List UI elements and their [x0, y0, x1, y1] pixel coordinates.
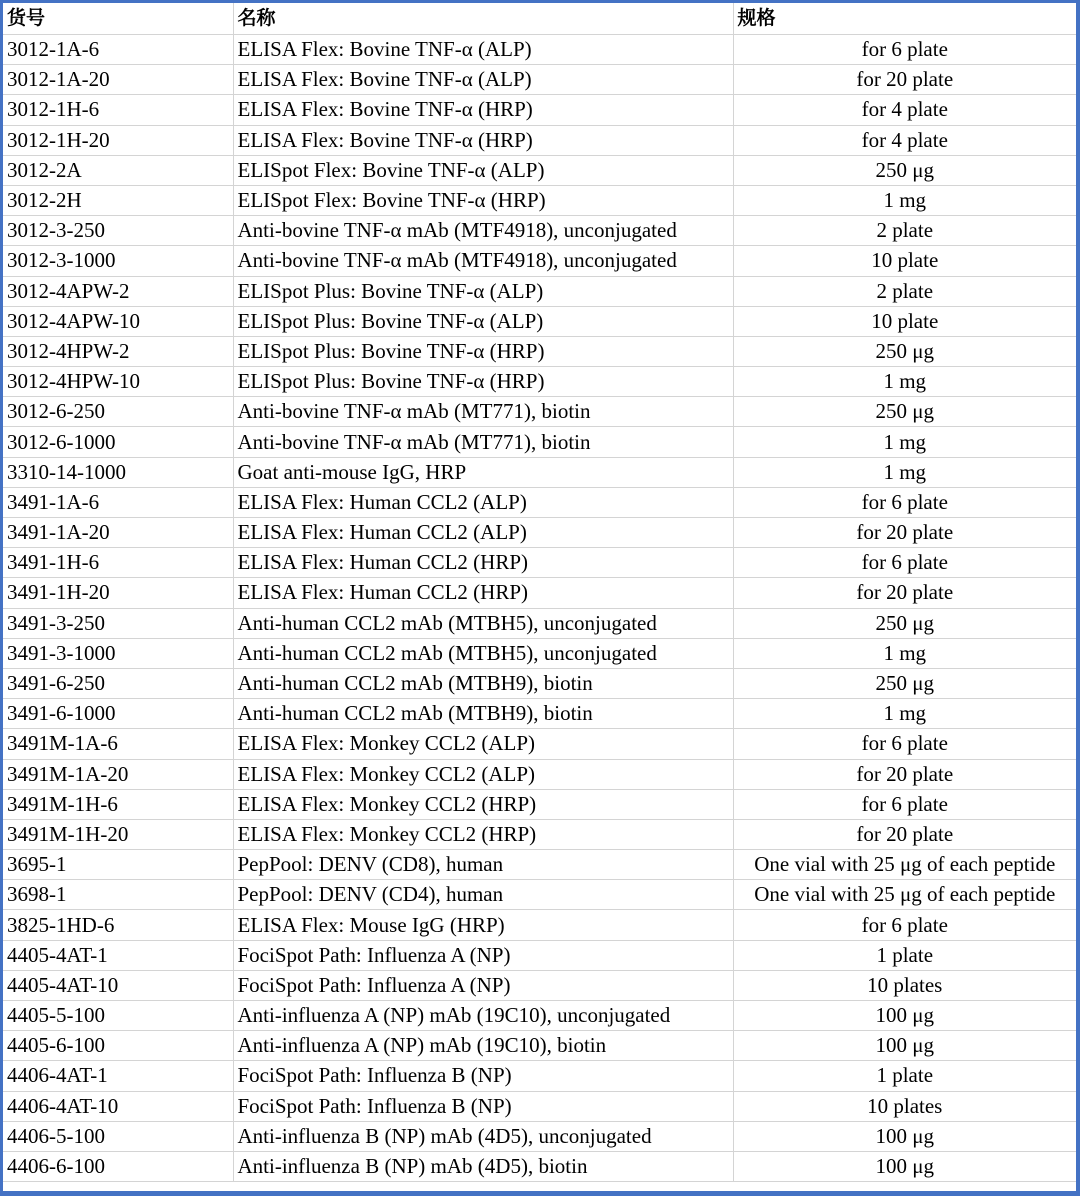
- cell-product-name[interactable]: Anti-influenza A (NP) mAb (19C10), unconjugated: [233, 1001, 733, 1031]
- cell-product-name[interactable]: ELISA Flex: Mouse IgG (HRP): [233, 910, 733, 940]
- cell-product-name[interactable]: Anti-bovine TNF-α mAb (MTF4918), unconjugated: [233, 246, 733, 276]
- cell-specification[interactable]: for 20 plate: [733, 759, 1076, 789]
- table-row: [3, 819, 1076, 849]
- table-row: [3, 35, 1076, 65]
- cell-product-name[interactable]: Anti-influenza B (NP) mAb (4D5), biotin: [233, 1151, 733, 1181]
- cell-product-name[interactable]: ELISA Flex: Monkey CCL2 (ALP): [233, 729, 733, 759]
- table-row: [3, 970, 1076, 1000]
- table-row: [3, 125, 1076, 155]
- cell-product-name[interactable]: Anti-influenza B (NP) mAb (4D5), unconjugated: [233, 1121, 733, 1151]
- cell-catalog-number[interactable]: 4405-5-100: [3, 1001, 233, 1031]
- cell-product-name[interactable]: ELISpot Plus: Bovine TNF-α (HRP): [233, 336, 733, 366]
- cell-catalog-number[interactable]: 4406-4AT-1: [3, 1061, 233, 1091]
- cell-specification[interactable]: for 6 plate: [733, 35, 1076, 65]
- cell-catalog-number[interactable]: 3491-1H-20: [3, 578, 233, 608]
- header-product-name[interactable]: 名称: [233, 3, 733, 35]
- cell-product-name[interactable]: FociSpot Path: Influenza B (NP): [233, 1091, 733, 1121]
- table-row: [3, 276, 1076, 306]
- cell-catalog-number[interactable]: 3491M-1H-6: [3, 789, 233, 819]
- cell-specification[interactable]: 250 μg: [733, 608, 1076, 638]
- table-row: [3, 155, 1076, 185]
- table-row: [3, 578, 1076, 608]
- table-row: [3, 548, 1076, 578]
- cell-product-name[interactable]: ELISA Flex: Monkey CCL2 (ALP): [233, 759, 733, 789]
- cell-product-name[interactable]: PepPool: DENV (CD4), human: [233, 880, 733, 910]
- table-row: [3, 185, 1076, 215]
- cell-specification[interactable]: 10 plate: [733, 246, 1076, 276]
- cell-product-name[interactable]: ELISA Flex: Bovine TNF-α (ALP): [233, 35, 733, 65]
- table-row: [3, 1151, 1076, 1181]
- cell-product-name[interactable]: Anti-bovine TNF-α mAb (MT771), biotin: [233, 427, 733, 457]
- cell-catalog-number[interactable]: 3012-1A-20: [3, 65, 233, 95]
- cell-product-name[interactable]: ELISA Flex: Bovine TNF-α (HRP): [233, 95, 733, 125]
- cell-catalog-number[interactable]: 3491M-1A-6: [3, 729, 233, 759]
- table-row: [3, 699, 1076, 729]
- table-row: [3, 246, 1076, 276]
- cell-catalog-number[interactable]: 3491-6-250: [3, 668, 233, 698]
- cell-product-name[interactable]: ELISpot Plus: Bovine TNF-α (ALP): [233, 276, 733, 306]
- cell-specification[interactable]: 250 μg: [733, 668, 1076, 698]
- cell-specification[interactable]: for 20 plate: [733, 578, 1076, 608]
- cell-specification[interactable]: 100 μg: [733, 1031, 1076, 1061]
- cell-catalog-number[interactable]: 3491-6-1000: [3, 699, 233, 729]
- table-row: [3, 940, 1076, 970]
- table-row: [3, 518, 1076, 548]
- table-row: [3, 638, 1076, 668]
- table-row: [3, 457, 1076, 487]
- cell-product-name[interactable]: ELISpot Plus: Bovine TNF-α (HRP): [233, 367, 733, 397]
- product-table: [3, 3, 1076, 1182]
- cell-specification[interactable]: 1 mg: [733, 699, 1076, 729]
- cell-catalog-number[interactable]: 3012-1H-20: [3, 125, 233, 155]
- cell-catalog-number[interactable]: 3491-1A-6: [3, 487, 233, 517]
- cell-product-name[interactable]: ELISA Flex: Bovine TNF-α (ALP): [233, 65, 733, 95]
- table-row: [3, 668, 1076, 698]
- cell-specification[interactable]: 1 plate: [733, 940, 1076, 970]
- header-row: [3, 3, 1076, 35]
- cell-product-name[interactable]: ELISpot Plus: Bovine TNF-α (ALP): [233, 306, 733, 336]
- table-row: [3, 216, 1076, 246]
- table-row: [3, 1121, 1076, 1151]
- cell-product-name[interactable]: Goat anti-mouse IgG, HRP: [233, 457, 733, 487]
- cell-specification[interactable]: 1 mg: [733, 638, 1076, 668]
- cell-product-name[interactable]: FociSpot Path: Influenza A (NP): [233, 970, 733, 1000]
- cell-product-name[interactable]: Anti-bovine TNF-α mAb (MTF4918), unconjugated: [233, 216, 733, 246]
- cell-specification[interactable]: 2 plate: [733, 216, 1076, 246]
- cell-product-name[interactable]: Anti-human CCL2 mAb (MTBH9), biotin: [233, 668, 733, 698]
- table-row: [3, 608, 1076, 638]
- cell-catalog-number[interactable]: 3491-1A-20: [3, 518, 233, 548]
- table-row: [3, 427, 1076, 457]
- cell-catalog-number[interactable]: 3491-3-250: [3, 608, 233, 638]
- cell-catalog-number[interactable]: 4406-6-100: [3, 1151, 233, 1181]
- table-row: [3, 367, 1076, 397]
- cell-specification[interactable]: 1 plate: [733, 1061, 1076, 1091]
- cell-specification[interactable]: for 6 plate: [733, 548, 1076, 578]
- cell-specification[interactable]: for 20 plate: [733, 819, 1076, 849]
- cell-product-name[interactable]: ELISA Flex: Human CCL2 (ALP): [233, 518, 733, 548]
- cell-specification[interactable]: 1 mg: [733, 427, 1076, 457]
- cell-product-name[interactable]: ELISA Flex: Monkey CCL2 (HRP): [233, 789, 733, 819]
- cell-specification[interactable]: for 4 plate: [733, 125, 1076, 155]
- cell-specification[interactable]: for 20 plate: [733, 65, 1076, 95]
- cell-product-name[interactable]: ELISA Flex: Bovine TNF-α (HRP): [233, 125, 733, 155]
- cell-catalog-number[interactable]: 3012-2H: [3, 185, 233, 215]
- cell-product-name[interactable]: ELISpot Flex: Bovine TNF-α (ALP): [233, 155, 733, 185]
- cell-catalog-number[interactable]: 4406-5-100: [3, 1121, 233, 1151]
- cell-product-name[interactable]: ELISpot Flex: Bovine TNF-α (HRP): [233, 185, 733, 215]
- cell-product-name[interactable]: FociSpot Path: Influenza B (NP): [233, 1061, 733, 1091]
- cell-catalog-number[interactable]: 4405-4AT-1: [3, 940, 233, 970]
- table-row: [3, 95, 1076, 125]
- cell-product-name[interactable]: FociSpot Path: Influenza A (NP): [233, 940, 733, 970]
- table-row: [3, 910, 1076, 940]
- cell-specification[interactable]: 1 mg: [733, 457, 1076, 487]
- table-row: [3, 1091, 1076, 1121]
- cell-catalog-number[interactable]: 3698-1: [3, 880, 233, 910]
- cell-product-name[interactable]: ELISA Flex: Human CCL2 (HRP): [233, 578, 733, 608]
- cell-product-name[interactable]: Anti-influenza A (NP) mAb (19C10), biotin: [233, 1031, 733, 1061]
- cell-specification[interactable]: for 6 plate: [733, 789, 1076, 819]
- cell-catalog-number[interactable]: 4405-4AT-10: [3, 970, 233, 1000]
- cell-specification[interactable]: 1 mg: [733, 185, 1076, 215]
- cell-catalog-number[interactable]: 3012-1A-6: [3, 35, 233, 65]
- cell-specification[interactable]: 10 plates: [733, 970, 1076, 1000]
- cell-catalog-number[interactable]: 3012-6-250: [3, 397, 233, 427]
- header-specification[interactable]: 规格: [733, 3, 1076, 35]
- cell-specification[interactable]: 10 plate: [733, 306, 1076, 336]
- cell-catalog-number[interactable]: 3012-1H-6: [3, 95, 233, 125]
- cell-specification[interactable]: 1 mg: [733, 367, 1076, 397]
- cell-catalog-number[interactable]: 4405-6-100: [3, 1031, 233, 1061]
- table-row: [3, 487, 1076, 517]
- cell-catalog-number[interactable]: 3491-1H-6: [3, 548, 233, 578]
- cell-specification[interactable]: for 6 plate: [733, 487, 1076, 517]
- cell-specification[interactable]: 2 plate: [733, 276, 1076, 306]
- cell-product-name[interactable]: ELISA Flex: Human CCL2 (HRP): [233, 548, 733, 578]
- cell-specification[interactable]: One vial with 25 μg of each peptide: [733, 850, 1076, 880]
- table-row: [3, 729, 1076, 759]
- cell-product-name[interactable]: Anti-human CCL2 mAb (MTBH5), unconjugated: [233, 608, 733, 638]
- cell-specification[interactable]: 250 μg: [733, 155, 1076, 185]
- cell-product-name[interactable]: PepPool: DENV (CD8), human: [233, 850, 733, 880]
- table-row: [3, 65, 1076, 95]
- table-row: [3, 759, 1076, 789]
- cell-specification[interactable]: One vial with 25 μg of each peptide: [733, 880, 1076, 910]
- cell-catalog-number[interactable]: 3012-4APW-2: [3, 276, 233, 306]
- cell-catalog-number[interactable]: 3012-2A: [3, 155, 233, 185]
- cell-catalog-number[interactable]: 3310-14-1000: [3, 457, 233, 487]
- cell-specification[interactable]: 100 μg: [733, 1001, 1076, 1031]
- table-row: [3, 1031, 1076, 1061]
- cell-product-name[interactable]: Anti-human CCL2 mAb (MTBH5), unconjugated: [233, 638, 733, 668]
- table-body: [3, 35, 1076, 1182]
- cell-catalog-number[interactable]: 3012-3-1000: [3, 246, 233, 276]
- cell-specification[interactable]: 10 plates: [733, 1091, 1076, 1121]
- cell-specification[interactable]: 250 μg: [733, 397, 1076, 427]
- cell-specification[interactable]: 250 μg: [733, 336, 1076, 366]
- cell-product-name[interactable]: ELISA Flex: Human CCL2 (ALP): [233, 487, 733, 517]
- cell-catalog-number[interactable]: 3012-4HPW-2: [3, 336, 233, 366]
- cell-product-name[interactable]: Anti-human CCL2 mAb (MTBH9), biotin: [233, 699, 733, 729]
- cell-catalog-number[interactable]: 3695-1: [3, 850, 233, 880]
- cell-catalog-number[interactable]: 3012-4HPW-10: [3, 367, 233, 397]
- cell-specification[interactable]: 100 μg: [733, 1121, 1076, 1151]
- table-row: [3, 789, 1076, 819]
- cell-product-name[interactable]: Anti-bovine TNF-α mAb (MT771), biotin: [233, 397, 733, 427]
- table-row: [3, 1061, 1076, 1091]
- cell-catalog-number[interactable]: 3491M-1H-20: [3, 819, 233, 849]
- cell-catalog-number[interactable]: 3012-4APW-10: [3, 306, 233, 336]
- cell-catalog-number[interactable]: 3491M-1A-20: [3, 759, 233, 789]
- header-catalog-number[interactable]: 货号: [3, 3, 233, 35]
- table-row: [3, 336, 1076, 366]
- cell-specification[interactable]: 100 μg: [733, 1151, 1076, 1181]
- cell-catalog-number[interactable]: 3491-3-1000: [3, 638, 233, 668]
- cell-specification[interactable]: for 4 plate: [733, 95, 1076, 125]
- table-row: [3, 397, 1076, 427]
- table-row: [3, 850, 1076, 880]
- cell-specification[interactable]: for 20 plate: [733, 518, 1076, 548]
- table-row: [3, 1001, 1076, 1031]
- cell-catalog-number[interactable]: 3825-1HD-6: [3, 910, 233, 940]
- cell-catalog-number[interactable]: 4406-4AT-10: [3, 1091, 233, 1121]
- cell-catalog-number[interactable]: 3012-3-250: [3, 216, 233, 246]
- cell-product-name[interactable]: ELISA Flex: Monkey CCL2 (HRP): [233, 819, 733, 849]
- table-row: [3, 306, 1076, 336]
- cell-catalog-number[interactable]: 3012-6-1000: [3, 427, 233, 457]
- cell-specification[interactable]: for 6 plate: [733, 729, 1076, 759]
- table-row: [3, 880, 1076, 910]
- cell-specification[interactable]: for 6 plate: [733, 910, 1076, 940]
